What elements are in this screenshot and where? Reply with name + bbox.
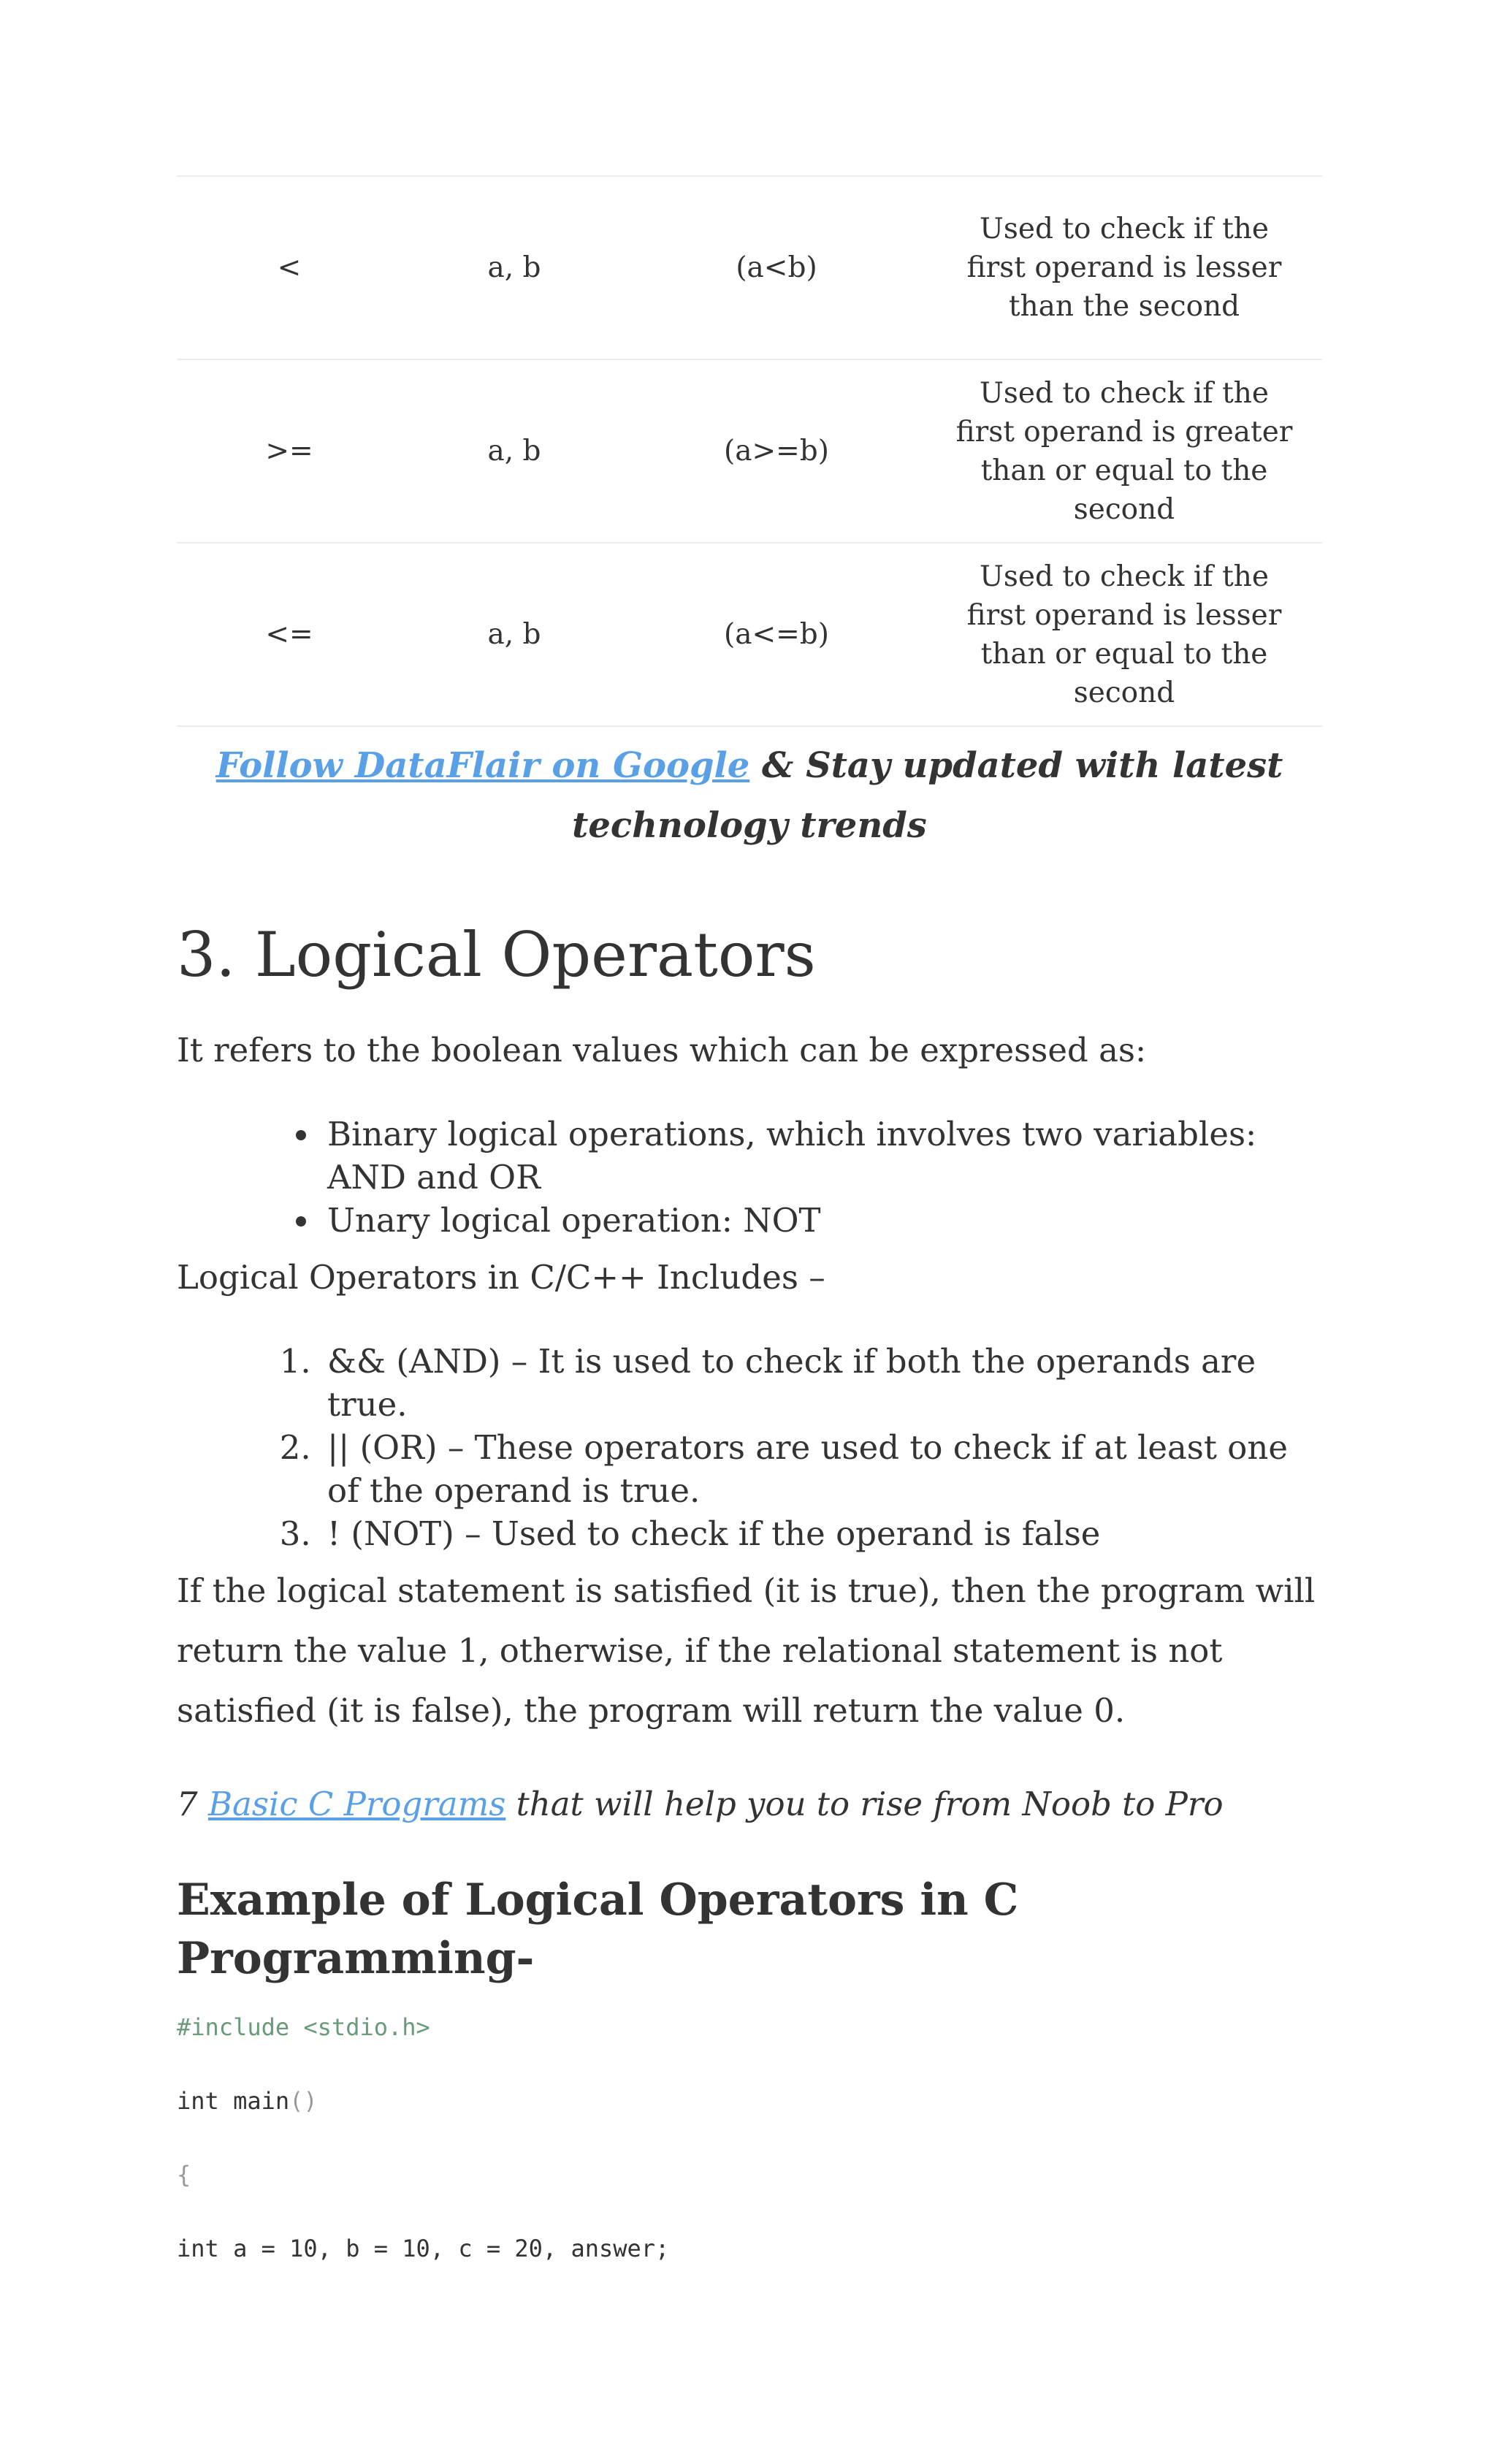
list-item: 1. && (AND) – It is used to check if both the operands are true.	[321, 1340, 1322, 1426]
description-cell	[926, 543, 1322, 726]
operator-cell: >=	[265, 435, 313, 468]
description-text: Used to check if the first operand is greater than or equal to the second	[955, 376, 1293, 526]
operands-cell: a, b	[487, 251, 541, 284]
includes-paragraph: Logical Operators in C/C++ Includes –	[177, 1258, 825, 1297]
list-item: • Unary logical operation: NOT	[321, 1199, 1322, 1242]
operator-cell: <=	[265, 618, 313, 651]
table-row	[177, 543, 1322, 726]
code-punctuation: ()	[289, 2087, 318, 2115]
follow-google-link[interactable]: Follow DataFlair on Google	[215, 745, 750, 786]
code-line: #include <stdio.h>	[177, 2013, 430, 2041]
list-item: 3. ! (NOT) – Used to check if the operand is false	[321, 1512, 1322, 1555]
operators-table	[177, 175, 1322, 727]
section-title: 3. Logical Operators	[177, 919, 816, 991]
example-cell: (a<=b)	[723, 618, 829, 651]
code-line: int a = 10, b = 10, c = 20, answer;	[177, 2235, 670, 2262]
description-cell	[926, 176, 1322, 359]
list-item: 2. || (OR) – These operators are used to check if at least one of the operand is true.	[321, 1426, 1322, 1512]
description-text: Used to check if the first operand is lesser than or equal to the second	[966, 560, 1282, 709]
basic-c-programs-link[interactable]: Basic C Programs	[207, 1785, 506, 1823]
tip-suffix: that will help you to rise from Noob to Pro	[505, 1785, 1224, 1823]
table-row	[177, 359, 1322, 543]
numbered-list	[177, 1340, 1322, 1555]
article-content	[177, 175, 1322, 2308]
example-cell: (a>=b)	[723, 435, 829, 468]
table-row	[177, 176, 1322, 359]
example-cell: (a<b)	[736, 251, 817, 284]
follow-banner	[177, 736, 1322, 855]
operator-cell: <	[277, 251, 302, 284]
tip-paragraph	[177, 1774, 1322, 1834]
follow-banner-text: & Stay updated with latest technology trends	[572, 745, 1283, 846]
tip-prefix: 7	[177, 1785, 208, 1823]
bullet-list	[177, 1113, 1322, 1242]
operands-cell: a, b	[487, 435, 541, 468]
code-line: {	[177, 2161, 191, 2189]
code-block	[177, 2013, 1322, 2263]
description-cell	[926, 359, 1322, 543]
example-heading: Example of Logical Operators in C Programming-	[177, 1874, 1019, 1984]
explanation-paragraph: If the logical statement is satisfied (it is true), then the program will return the value 1, otherwise, if the relational statement is not satisfied (it is false), the program will return the value 0.	[177, 1571, 1316, 1730]
code-keyword: int main	[177, 2087, 290, 2115]
intro-paragraph: It refers to the boolean values which can be expressed as:	[177, 1031, 1147, 1069]
description-text: Used to check if the first operand is lesser than the second	[966, 213, 1282, 323]
code-line	[177, 2086, 1322, 2116]
operands-cell: a, b	[487, 618, 541, 651]
list-item: • Binary logical operations, which involves two variables: AND and OR	[321, 1113, 1322, 1199]
